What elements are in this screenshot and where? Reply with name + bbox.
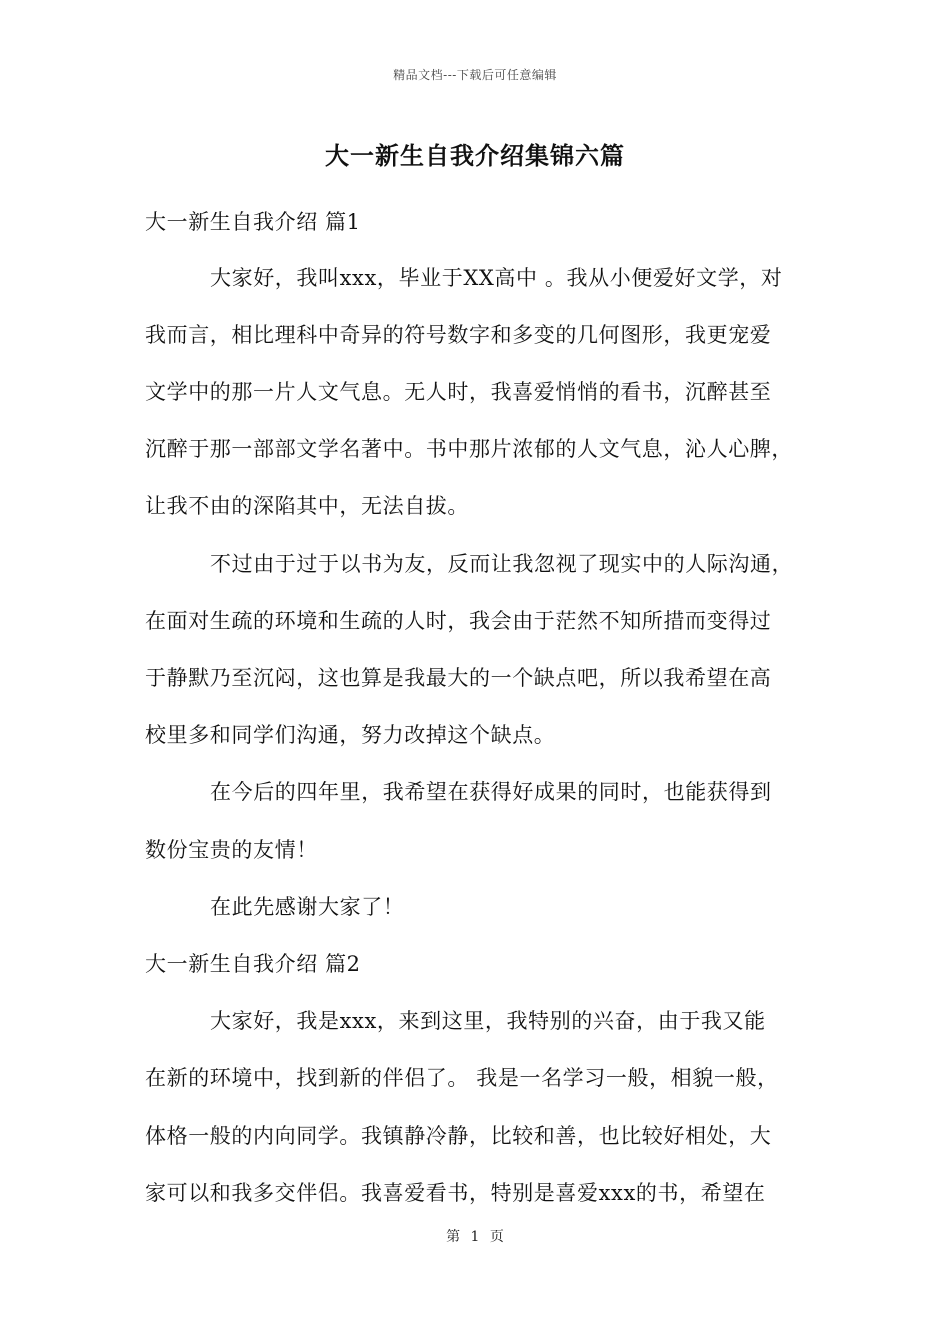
paragraph-line: 数份宝贵的友情！ [145,838,318,862]
page-header: 精品文档---下载后可任意编辑 [393,68,557,82]
paragraph-line: 大家好，我叫xxx，毕业于XX高中 。我从小便爱好文学，对 [210,266,783,290]
paragraph-line: 于静默乃至沉闷，这也算是我最大的一个缺点吧，所以我希望在高 [145,666,772,690]
paragraph-line: 在今后的四年里，我希望在获得好成果的同时，也能获得到 [210,780,772,804]
section-heading-2: 大一新生自我介绍 篇2 [145,952,361,976]
paragraph-line: 沉醉于那一部部文学名著中。书中那片浓郁的人文气息，沁人心脾， [145,437,793,461]
paragraph-line: 在此先感谢大家了！ [210,895,405,919]
page-number: 第 1 页 [446,1229,504,1245]
document-title: 大一新生自我介绍集锦六篇 [325,141,625,170]
paragraph-line: 校里多和同学们沟通，努力改掉这个缺点。 [145,723,556,747]
paragraph-line: 文学中的那一片人文气息。无人时，我喜爱悄悄的看书，沉醉甚至 [145,380,772,404]
paragraph-line: 体格一般的内向同学。我镇静冷静，比较和善，也比较好相处，大 [145,1124,772,1148]
paragraph-line: 我而言，相比理科中奇异的符号数字和多变的几何图形，我更宠爱 [145,323,772,347]
section-heading-1: 大一新生自我介绍 篇1 [145,210,361,234]
paragraph-line: 让我不由的深陷其中，无法自拔。 [145,494,469,518]
paragraph-line: 不过由于过于以书为友，反而让我忽视了现实中的人际沟通， [210,552,794,576]
paragraph-line: 在新的环境中，找到新的伴侣了。 我是一名学习一般，相貌一般， [145,1066,779,1090]
paragraph-line: 家可以和我多交伴侣。我喜爱看书，特别是喜爱xxx的书，希望在 [145,1181,766,1205]
paragraph-line: 在面对生疏的环境和生疏的人时，我会由于茫然不知所措而变得过 [145,609,772,633]
paragraph-line: 大家好，我是xxx，来到这里，我特别的兴奋，由于我又能 [210,1009,766,1033]
